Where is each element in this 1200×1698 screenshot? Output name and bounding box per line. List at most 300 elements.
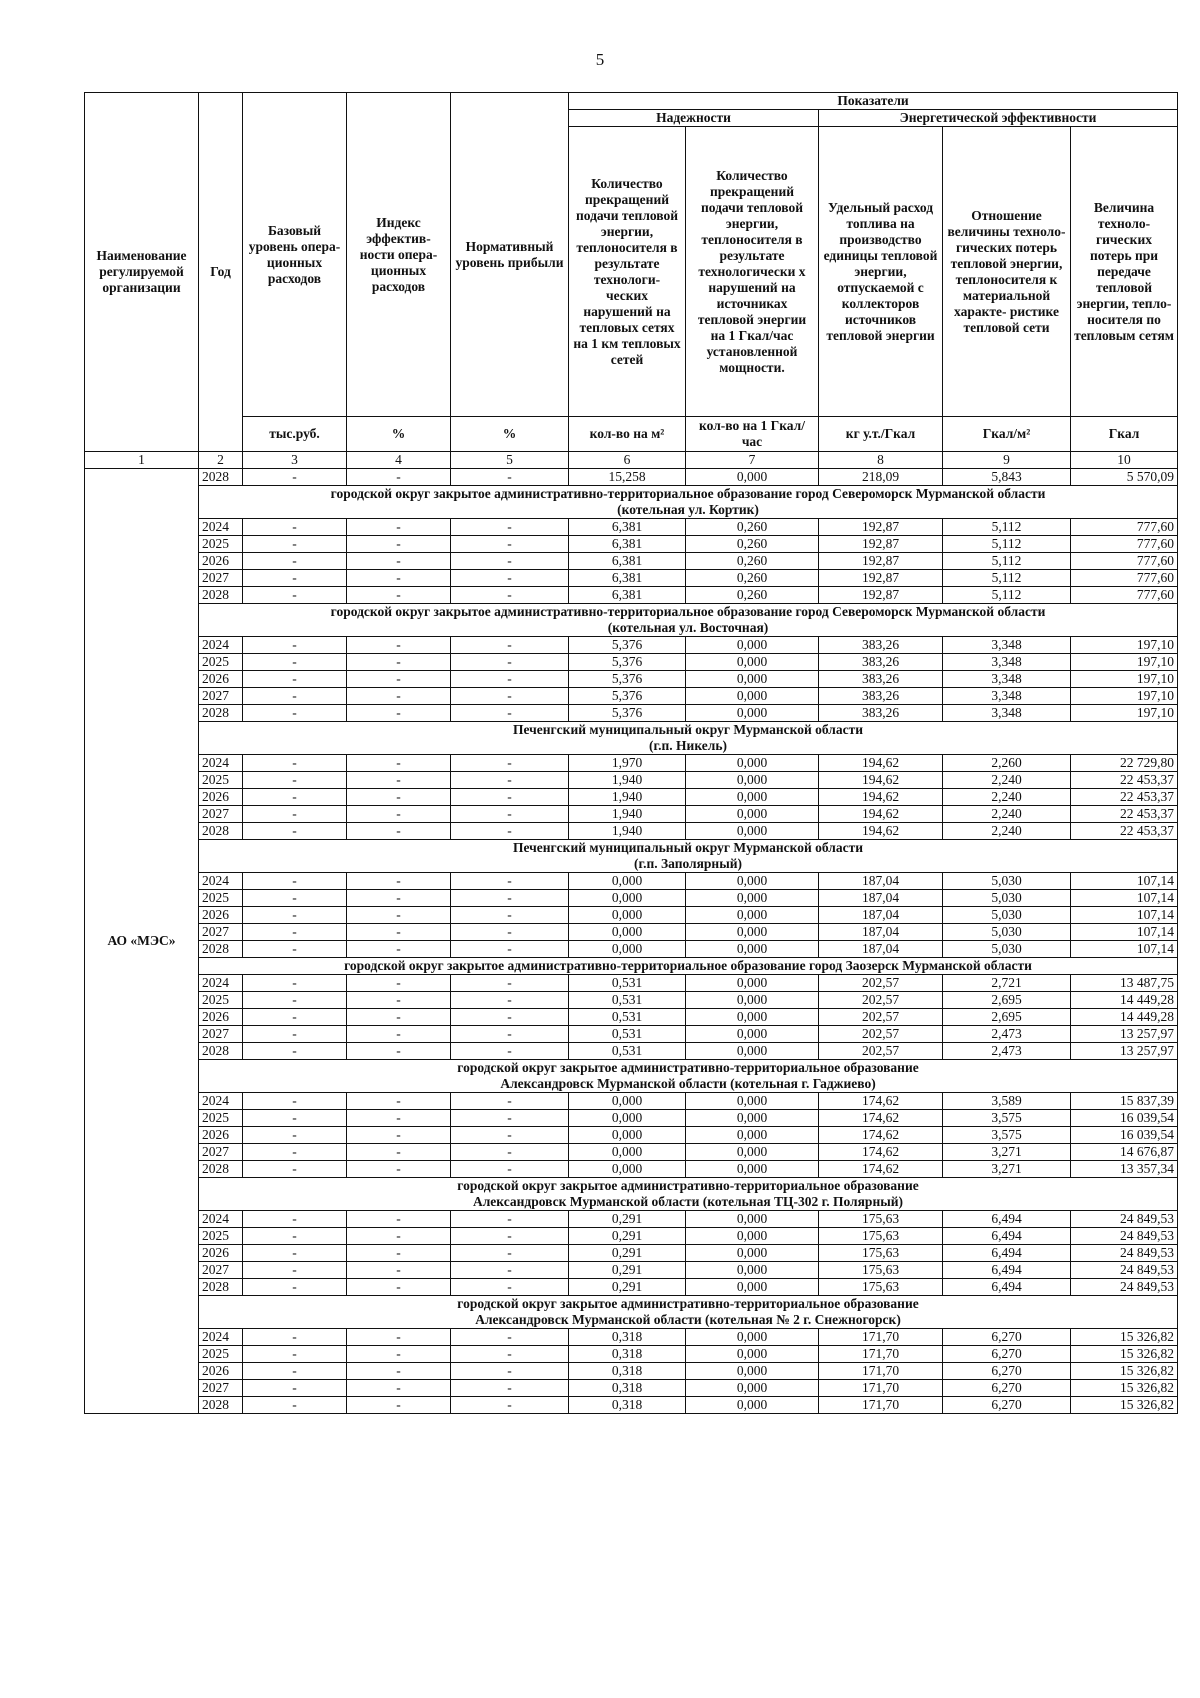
cell-col10: 777,60 <box>1071 536 1178 553</box>
group-title <box>199 1178 1178 1211</box>
cell-col10: 22 453,37 <box>1071 789 1178 806</box>
cell-base-level: - <box>243 688 347 705</box>
cell-efficiency-index: - <box>347 890 451 907</box>
table-row <box>85 772 1178 789</box>
cell-normative-profit: - <box>451 1329 569 1346</box>
cell-col6: 1,940 <box>569 789 686 806</box>
cell-normative-profit: - <box>451 755 569 772</box>
cell-col9: 2,260 <box>943 755 1071 772</box>
group-header-row <box>85 840 1178 873</box>
cell-col8: 174,62 <box>819 1093 943 1110</box>
cell-col9: 3,575 <box>943 1127 1071 1144</box>
col-number: 9 <box>943 452 1071 469</box>
cell-base-level: - <box>243 789 347 806</box>
cell-normative-profit: - <box>451 553 569 570</box>
cell-efficiency-index: - <box>347 1093 451 1110</box>
cell-base-level: - <box>243 1397 347 1414</box>
table-row <box>85 1346 1178 1363</box>
cell-normative-profit: - <box>451 890 569 907</box>
cell-col6: 0,000 <box>569 873 686 890</box>
cell-col10: 107,14 <box>1071 907 1178 924</box>
header-org-name: Наименование регулируемой организации <box>85 93 199 452</box>
unit-col3: тыс.руб. <box>243 417 347 452</box>
cell-col7: 0,000 <box>686 1161 819 1178</box>
cell-col9: 6,494 <box>943 1211 1071 1228</box>
cell-col9: 6,270 <box>943 1397 1071 1414</box>
cell-col9: 5,112 <box>943 570 1071 587</box>
cell-normative-profit: - <box>451 1245 569 1262</box>
cell-col6: 5,376 <box>569 654 686 671</box>
cell-col8: 202,57 <box>819 1043 943 1060</box>
cell-col9: 5,030 <box>943 941 1071 958</box>
cell-col7: 0,000 <box>686 1144 819 1161</box>
cell-col7: 0,000 <box>686 1363 819 1380</box>
table-row <box>85 1144 1178 1161</box>
cell-col8: 192,87 <box>819 570 943 587</box>
group-header-row <box>85 486 1178 519</box>
cell-normative-profit: - <box>451 975 569 992</box>
cell-col6: 1,940 <box>569 806 686 823</box>
cell-col7: 0,260 <box>686 519 819 536</box>
unit-col6: кол-во на м² <box>569 417 686 452</box>
cell-year: 2027 <box>199 1262 243 1279</box>
cell-col9: 5,030 <box>943 924 1071 941</box>
cell-normative-profit: - <box>451 671 569 688</box>
cell-col8: 174,62 <box>819 1127 943 1144</box>
header-efficiency-index: Индекс эффектив- ности опера- ционных расходов <box>347 93 451 417</box>
cell-col9: 2,473 <box>943 1043 1071 1060</box>
cell-col6: 0,000 <box>569 1144 686 1161</box>
cell-col8: 202,57 <box>819 975 943 992</box>
table-row <box>85 873 1178 890</box>
table-row <box>85 469 1178 486</box>
cell-year: 2027 <box>199 688 243 705</box>
cell-col10: 24 849,53 <box>1071 1228 1178 1245</box>
cell-base-level: - <box>243 890 347 907</box>
table-row <box>85 1380 1178 1397</box>
cell-base-level: - <box>243 654 347 671</box>
unit-col7: кол-во на 1 Гкал/час <box>686 417 819 452</box>
cell-efficiency-index: - <box>347 823 451 840</box>
cell-col9: 3,348 <box>943 671 1071 688</box>
cell-col6: 0,291 <box>569 1228 686 1245</box>
cell-col8: 171,70 <box>819 1380 943 1397</box>
table-row <box>85 992 1178 1009</box>
table-row <box>85 1211 1178 1228</box>
col-number: 10 <box>1071 452 1178 469</box>
table-row <box>85 1397 1178 1414</box>
cell-normative-profit: - <box>451 536 569 553</box>
header-energy-efficiency: Энергетической эффективности <box>819 110 1178 127</box>
cell-col7: 0,000 <box>686 823 819 840</box>
cell-col6: 6,381 <box>569 570 686 587</box>
cell-base-level: - <box>243 705 347 722</box>
cell-col9: 6,270 <box>943 1329 1071 1346</box>
group-header-row <box>85 604 1178 637</box>
table-row <box>85 1009 1178 1026</box>
cell-year: 2028 <box>199 941 243 958</box>
cell-col9: 6,270 <box>943 1346 1071 1363</box>
cell-col10: 197,10 <box>1071 688 1178 705</box>
cell-efficiency-index: - <box>347 941 451 958</box>
cell-normative-profit: - <box>451 789 569 806</box>
cell-base-level: - <box>243 992 347 1009</box>
unit-col4: % <box>347 417 451 452</box>
cell-normative-profit: - <box>451 806 569 823</box>
cell-col10: 14 449,28 <box>1071 1009 1178 1026</box>
cell-year: 2026 <box>199 1363 243 1380</box>
cell-normative-profit: - <box>451 469 569 486</box>
cell-year: 2024 <box>199 873 243 890</box>
cell-base-level: - <box>243 1380 347 1397</box>
cell-base-level: - <box>243 1110 347 1127</box>
cell-base-level: - <box>243 1043 347 1060</box>
cell-base-level: - <box>243 1009 347 1026</box>
cell-col6: 0,318 <box>569 1346 686 1363</box>
cell-normative-profit: - <box>451 1144 569 1161</box>
cell-year: 2028 <box>199 587 243 604</box>
header-col7: Количество прекращений подачи тепловой энергии, теплоносителя в результате технологически х нарушений на источниках тепловой энергии на 1 Гкал/час установленной мощности. <box>686 127 819 417</box>
cell-col9: 3,271 <box>943 1144 1071 1161</box>
cell-col7: 0,260 <box>686 570 819 587</box>
cell-base-level: - <box>243 755 347 772</box>
header-base-level: Базовый уровень опера- ционных расходов <box>243 93 347 417</box>
cell-normative-profit: - <box>451 1346 569 1363</box>
cell-col7: 0,000 <box>686 975 819 992</box>
cell-col9: 2,473 <box>943 1026 1071 1043</box>
cell-year: 2027 <box>199 806 243 823</box>
cell-efficiency-index: - <box>347 1279 451 1296</box>
header-year: Год <box>199 93 243 452</box>
cell-base-level: - <box>243 1127 347 1144</box>
cell-col10: 16 039,54 <box>1071 1127 1178 1144</box>
cell-col10: 24 849,53 <box>1071 1211 1178 1228</box>
cell-normative-profit: - <box>451 1161 569 1178</box>
cell-normative-profit: - <box>451 1363 569 1380</box>
cell-col8: 175,63 <box>819 1245 943 1262</box>
cell-col6: 0,000 <box>569 1093 686 1110</box>
cell-normative-profit: - <box>451 688 569 705</box>
cell-col10: 15 326,82 <box>1071 1363 1178 1380</box>
cell-col7: 0,000 <box>686 924 819 941</box>
cell-normative-profit: - <box>451 1228 569 1245</box>
cell-col10: 16 039,54 <box>1071 1110 1178 1127</box>
cell-col6: 15,258 <box>569 469 686 486</box>
cell-normative-profit: - <box>451 1093 569 1110</box>
header-normative-profit: Нормативный уровень прибыли <box>451 93 569 417</box>
table-row <box>85 587 1178 604</box>
cell-base-level: - <box>243 1279 347 1296</box>
table-row <box>85 755 1178 772</box>
cell-col9: 6,494 <box>943 1262 1071 1279</box>
cell-normative-profit: - <box>451 941 569 958</box>
cell-col10: 22 453,37 <box>1071 806 1178 823</box>
cell-base-level: - <box>243 519 347 536</box>
cell-col7: 0,000 <box>686 806 819 823</box>
cell-col6: 1,940 <box>569 823 686 840</box>
cell-year: 2028 <box>199 823 243 840</box>
group-header-row <box>85 1060 1178 1093</box>
cell-col9: 5,112 <box>943 553 1071 570</box>
cell-col8: 174,62 <box>819 1144 943 1161</box>
cell-year: 2026 <box>199 553 243 570</box>
cell-col7: 0,000 <box>686 1127 819 1144</box>
cell-col6: 0,000 <box>569 890 686 907</box>
cell-col8: 192,87 <box>819 553 943 570</box>
cell-col7: 0,000 <box>686 941 819 958</box>
cell-col6: 0,291 <box>569 1211 686 1228</box>
cell-col7: 0,000 <box>686 992 819 1009</box>
cell-year: 2027 <box>199 1026 243 1043</box>
cell-efficiency-index: - <box>347 1262 451 1279</box>
cell-col9: 3,348 <box>943 705 1071 722</box>
cell-normative-profit: - <box>451 1211 569 1228</box>
cell-year: 2026 <box>199 671 243 688</box>
cell-year: 2026 <box>199 907 243 924</box>
cell-normative-profit: - <box>451 1043 569 1060</box>
table-row <box>85 806 1178 823</box>
cell-normative-profit: - <box>451 1279 569 1296</box>
cell-base-level: - <box>243 1262 347 1279</box>
cell-efficiency-index: - <box>347 873 451 890</box>
cell-col8: 383,26 <box>819 637 943 654</box>
cell-col10: 22 453,37 <box>1071 823 1178 840</box>
cell-col8: 202,57 <box>819 1009 943 1026</box>
cell-year: 2027 <box>199 570 243 587</box>
cell-efficiency-index: - <box>347 907 451 924</box>
table-row <box>85 1363 1178 1380</box>
cell-efficiency-index: - <box>347 688 451 705</box>
cell-col6: 0,531 <box>569 1026 686 1043</box>
unit-col10: Гкал <box>1071 417 1178 452</box>
table-row <box>85 536 1178 553</box>
cell-year: 2028 <box>199 1043 243 1060</box>
cell-col8: 175,63 <box>819 1279 943 1296</box>
cell-efficiency-index: - <box>347 587 451 604</box>
cell-col10: 24 849,53 <box>1071 1245 1178 1262</box>
cell-col10: 22 729,80 <box>1071 755 1178 772</box>
group-title-line2: (котельная ул. Кортик) <box>617 502 759 517</box>
group-title-line1: Печенгский муниципальный округ Мурманской области <box>513 840 864 855</box>
cell-col9: 3,271 <box>943 1161 1071 1178</box>
group-title <box>199 486 1178 519</box>
cell-col10: 14 676,87 <box>1071 1144 1178 1161</box>
cell-base-level: - <box>243 553 347 570</box>
cell-col6: 0,531 <box>569 1043 686 1060</box>
cell-year: 2025 <box>199 772 243 789</box>
header-col8: Удельный расход топлива на производство единицы тепловой энергии, отпускаемой с коллекторов источников тепловой энергии <box>819 127 943 417</box>
cell-col7: 0,000 <box>686 1093 819 1110</box>
group-title-line1: городской округ закрытое административно-территориальное образование <box>457 1178 919 1193</box>
cell-efficiency-index: - <box>347 1026 451 1043</box>
cell-col8: 383,26 <box>819 705 943 722</box>
table-row <box>85 1262 1178 1279</box>
col-number: 7 <box>686 452 819 469</box>
cell-col10: 5 570,09 <box>1071 469 1178 486</box>
cell-normative-profit: - <box>451 570 569 587</box>
group-title <box>199 722 1178 755</box>
cell-col7: 0,000 <box>686 1211 819 1228</box>
cell-base-level: - <box>243 1228 347 1245</box>
cell-efficiency-index: - <box>347 806 451 823</box>
cell-col7: 0,000 <box>686 755 819 772</box>
cell-col9: 2,721 <box>943 975 1071 992</box>
cell-base-level: - <box>243 806 347 823</box>
col-number: 6 <box>569 452 686 469</box>
group-title <box>199 604 1178 637</box>
group-title-line2: (г.п. Заполярный) <box>633 856 743 871</box>
cell-col6: 0,000 <box>569 1161 686 1178</box>
cell-col6: 0,531 <box>569 992 686 1009</box>
cell-col7: 0,000 <box>686 469 819 486</box>
table-row <box>85 890 1178 907</box>
group-title-line2: (г.п. Никель) <box>649 738 727 753</box>
cell-col10: 107,14 <box>1071 924 1178 941</box>
cell-efficiency-index: - <box>347 1380 451 1397</box>
cell-col10: 197,10 <box>1071 705 1178 722</box>
cell-col8: 187,04 <box>819 941 943 958</box>
cell-efficiency-index: - <box>347 469 451 486</box>
table-row <box>85 941 1178 958</box>
cell-year: 2025 <box>199 536 243 553</box>
cell-col8: 383,26 <box>819 688 943 705</box>
cell-col7: 0,000 <box>686 1026 819 1043</box>
cell-col10: 13 487,75 <box>1071 975 1178 992</box>
cell-col9: 3,348 <box>943 637 1071 654</box>
table-row <box>85 1329 1178 1346</box>
cell-efficiency-index: - <box>347 553 451 570</box>
cell-col6: 5,376 <box>569 705 686 722</box>
cell-col6: 0,000 <box>569 1127 686 1144</box>
cell-year: 2024 <box>199 1211 243 1228</box>
cell-col8: 192,87 <box>819 519 943 536</box>
group-title-line1: Печенгский муниципальный округ Мурманской области <box>513 722 864 737</box>
group-title-line2: Александровск Мурманской области (котельная г. Гаджиево) <box>500 1076 876 1091</box>
cell-efficiency-index: - <box>347 1043 451 1060</box>
cell-col7: 0,000 <box>686 1262 819 1279</box>
cell-normative-profit: - <box>451 924 569 941</box>
table-row <box>85 907 1178 924</box>
cell-normative-profit: - <box>451 907 569 924</box>
cell-efficiency-index: - <box>347 1397 451 1414</box>
col-number: 3 <box>243 452 347 469</box>
cell-base-level: - <box>243 587 347 604</box>
cell-base-level: - <box>243 637 347 654</box>
cell-col7: 0,000 <box>686 671 819 688</box>
cell-normative-profit: - <box>451 1262 569 1279</box>
cell-year: 2028 <box>199 1279 243 1296</box>
table-row <box>85 789 1178 806</box>
cell-col10: 22 453,37 <box>1071 772 1178 789</box>
cell-col10: 13 257,97 <box>1071 1043 1178 1060</box>
unit-col9: Гкал/м² <box>943 417 1071 452</box>
group-title-line1: городской округ закрытое административно-территориальное образование город Североморск Мурманской области <box>330 604 1046 619</box>
cell-col8: 194,62 <box>819 806 943 823</box>
cell-efficiency-index: - <box>347 975 451 992</box>
group-title-line2: Александровск Мурманской области (котельная № 2 г. Снежногорск) <box>475 1312 901 1327</box>
cell-col10: 197,10 <box>1071 671 1178 688</box>
cell-normative-profit: - <box>451 519 569 536</box>
group-header-row <box>85 722 1178 755</box>
cell-year: 2026 <box>199 1127 243 1144</box>
cell-year: 2025 <box>199 992 243 1009</box>
cell-col7: 0,000 <box>686 1397 819 1414</box>
cell-col6: 1,940 <box>569 772 686 789</box>
unit-col8: кг у.т./Гкал <box>819 417 943 452</box>
cell-col10: 197,10 <box>1071 654 1178 671</box>
cell-efficiency-index: - <box>347 1009 451 1026</box>
cell-col8: 171,70 <box>819 1329 943 1346</box>
column-numbers-row <box>85 452 1178 469</box>
cell-year: 2027 <box>199 1380 243 1397</box>
table-row <box>85 570 1178 587</box>
cell-col6: 0,000 <box>569 924 686 941</box>
cell-col10: 24 849,53 <box>1071 1279 1178 1296</box>
cell-year: 2025 <box>199 1110 243 1127</box>
cell-efficiency-index: - <box>347 1329 451 1346</box>
cell-efficiency-index: - <box>347 671 451 688</box>
cell-col8: 174,62 <box>819 1161 943 1178</box>
cell-year: 2026 <box>199 789 243 806</box>
cell-col9: 3,589 <box>943 1093 1071 1110</box>
cell-base-level: - <box>243 772 347 789</box>
cell-col6: 0,000 <box>569 941 686 958</box>
table-row <box>85 671 1178 688</box>
header-col9: Отношение величины техноло- гических потерь тепловой энергии, теплоносителя к материальной характе- ристике тепловой сети <box>943 127 1071 417</box>
cell-col8: 174,62 <box>819 1110 943 1127</box>
cell-col8: 383,26 <box>819 654 943 671</box>
cell-col6: 0,531 <box>569 975 686 992</box>
cell-col8: 171,70 <box>819 1363 943 1380</box>
cell-col7: 0,000 <box>686 1329 819 1346</box>
table-row <box>85 1161 1178 1178</box>
table-row <box>85 1110 1178 1127</box>
table-row <box>85 1279 1178 1296</box>
group-title <box>199 840 1178 873</box>
cell-col8: 194,62 <box>819 823 943 840</box>
cell-normative-profit: - <box>451 637 569 654</box>
group-title-line1: городской округ закрытое административно-территориальное образование город Заозерск Мурманской области <box>344 958 1032 973</box>
cell-col9: 6,494 <box>943 1279 1071 1296</box>
cell-col9: 3,348 <box>943 688 1071 705</box>
organization-name: АО «МЭС» <box>85 469 199 1414</box>
group-title-line2: Александровск Мурманской области (котельная ТЦ-302 г. Полярный) <box>472 1194 904 1209</box>
cell-col6: 6,381 <box>569 587 686 604</box>
table-row <box>85 688 1178 705</box>
cell-col8: 171,70 <box>819 1346 943 1363</box>
cell-col6: 1,970 <box>569 755 686 772</box>
col-number: 5 <box>451 452 569 469</box>
cell-base-level: - <box>243 1346 347 1363</box>
cell-col8: 175,63 <box>819 1228 943 1245</box>
cell-efficiency-index: - <box>347 924 451 941</box>
cell-col7: 0,000 <box>686 1279 819 1296</box>
cell-year: 2027 <box>199 924 243 941</box>
cell-col7: 0,000 <box>686 1380 819 1397</box>
cell-col6: 0,318 <box>569 1380 686 1397</box>
cell-normative-profit: - <box>451 1110 569 1127</box>
cell-normative-profit: - <box>451 1009 569 1026</box>
cell-col6: 5,376 <box>569 671 686 688</box>
cell-normative-profit: - <box>451 823 569 840</box>
cell-year: 2025 <box>199 1228 243 1245</box>
group-title-line1: городской округ закрытое административно-территориальное образование <box>457 1060 919 1075</box>
table-row <box>85 1043 1178 1060</box>
cell-col10: 777,60 <box>1071 587 1178 604</box>
cell-base-level: - <box>243 1144 347 1161</box>
cell-efficiency-index: - <box>347 1245 451 1262</box>
cell-col9: 3,348 <box>943 654 1071 671</box>
